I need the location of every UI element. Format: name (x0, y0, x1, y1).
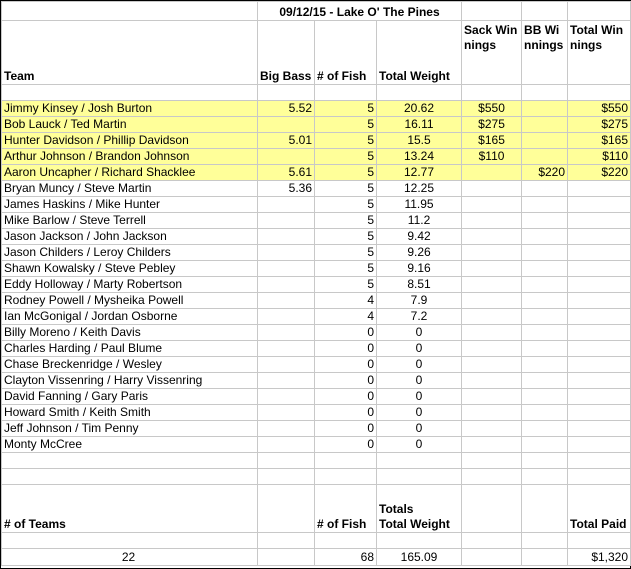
cell[interactable] (315, 453, 377, 469)
weight-cell[interactable]: 0 (377, 421, 462, 437)
sack-winnings-cell[interactable] (462, 277, 522, 293)
fish-count-cell[interactable]: 5 (315, 149, 377, 165)
team-cell[interactable]: Eddy Holloway / Marty Robertson (2, 277, 258, 293)
table-row (2, 293, 631, 309)
total-winnings-cell[interactable] (568, 389, 631, 405)
weight-cell[interactable]: 12.77 (377, 165, 462, 181)
cell[interactable] (462, 85, 522, 101)
header-sack-winnings[interactable]: Sack Winnings (462, 21, 522, 85)
sack-winnings-cell[interactable] (462, 229, 522, 245)
fish-count-cell[interactable]: 5 (315, 277, 377, 293)
bb-winnings-cell[interactable] (522, 405, 568, 421)
cell[interactable] (522, 2, 568, 21)
team-cell[interactable]: Jimmy Kinsey / Josh Burton (2, 101, 258, 117)
bb-winnings-cell[interactable] (522, 133, 568, 149)
big-bass-cell[interactable]: 5.61 (258, 165, 315, 181)
weight-cell[interactable]: 0 (377, 357, 462, 373)
team-cell[interactable]: James Haskins / Mike Hunter (2, 197, 258, 213)
total-winnings-cell[interactable] (568, 437, 631, 453)
team-cell[interactable]: David Fanning / Gary Paris (2, 389, 258, 405)
total-winnings-cell[interactable] (568, 325, 631, 341)
blank-row (2, 453, 631, 469)
header-total-winnings[interactable]: Total Winnings (568, 21, 631, 85)
weight-cell[interactable]: 0 (377, 405, 462, 421)
total-winnings-cell[interactable]: $220 (568, 165, 631, 181)
sack-winnings-cell[interactable] (462, 389, 522, 405)
cell[interactable] (462, 453, 522, 469)
weight-cell[interactable]: 20.62 (377, 101, 462, 117)
sack-winnings-cell[interactable] (462, 261, 522, 277)
cell[interactable] (462, 533, 522, 549)
header-row (2, 21, 631, 85)
big-bass-cell[interactable] (258, 261, 315, 277)
cell[interactable] (462, 2, 522, 21)
sack-winnings-cell[interactable] (462, 373, 522, 389)
cell[interactable] (258, 549, 315, 566)
fish-count-cell[interactable]: 5 (315, 197, 377, 213)
cell[interactable] (522, 453, 568, 469)
table-row (2, 341, 631, 357)
summary-header-row (2, 485, 631, 533)
summary-num-teams[interactable]: 22 (2, 549, 258, 566)
fish-count-cell[interactable]: 5 (315, 245, 377, 261)
cell[interactable] (377, 453, 462, 469)
big-bass-cell[interactable] (258, 373, 315, 389)
team-cell[interactable]: Mike Barlow / Steve Terrell (2, 213, 258, 229)
sack-winnings-cell[interactable] (462, 181, 522, 197)
team-cell[interactable]: Rodney Powell / Mysheika Powell (2, 293, 258, 309)
cell[interactable] (2, 533, 258, 549)
team-cell[interactable]: Jason Childers / Leroy Childers (2, 245, 258, 261)
cell[interactable] (522, 533, 568, 549)
table-row (2, 277, 631, 293)
fish-count-cell[interactable]: 5 (315, 165, 377, 181)
fish-count-cell[interactable]: 5 (315, 117, 377, 133)
team-cell[interactable]: Shawn Kowalsky / Steve Pebley (2, 261, 258, 277)
table-row (2, 357, 631, 373)
weight-cell[interactable]: 11.2 (377, 213, 462, 229)
sack-winnings-cell[interactable] (462, 357, 522, 373)
fish-count-cell[interactable]: 5 (315, 101, 377, 117)
summary-header-weight-label: Total Weight (379, 517, 450, 531)
header-bb-winnings[interactable]: BB Winnings (522, 21, 568, 85)
total-winnings-cell[interactable] (568, 229, 631, 245)
total-winnings-cell[interactable] (568, 373, 631, 389)
table-row (2, 213, 631, 229)
bb-winnings-cell[interactable] (522, 197, 568, 213)
fish-count-cell[interactable]: 5 (315, 229, 377, 245)
summary-num-fish[interactable]: 68 (315, 549, 377, 566)
summary-header-num-fish[interactable]: # of Fish (315, 485, 377, 533)
fish-count-cell[interactable]: 5 (315, 181, 377, 197)
table-row (2, 405, 631, 421)
bb-winnings-cell[interactable] (522, 277, 568, 293)
summary-header-total-paid[interactable]: Total Paid (568, 485, 631, 533)
cell[interactable] (377, 469, 462, 485)
cell[interactable] (315, 533, 377, 549)
header-team[interactable]: Team (2, 21, 258, 85)
fish-count-cell[interactable]: 0 (315, 389, 377, 405)
spacer-row (2, 85, 631, 101)
sack-winnings-cell[interactable] (462, 309, 522, 325)
table-row (2, 421, 631, 437)
summary-header-num-teams[interactable]: # of Teams (2, 485, 258, 533)
big-bass-cell[interactable] (258, 437, 315, 453)
weight-cell[interactable]: 15.5 (377, 133, 462, 149)
weight-cell[interactable]: 16.11 (377, 117, 462, 133)
team-cell[interactable]: Ian McGonigal / Jordan Osborne (2, 309, 258, 325)
bb-winnings-cell[interactable] (522, 101, 568, 117)
big-bass-cell[interactable] (258, 293, 315, 309)
blank-row (2, 469, 631, 485)
sack-winnings-cell[interactable] (462, 341, 522, 357)
header-total-weight[interactable]: Total Weight (377, 21, 462, 85)
cell[interactable] (522, 85, 568, 101)
bb-winnings-cell[interactable] (522, 117, 568, 133)
cell[interactable] (568, 85, 631, 101)
summary-header-total-weight[interactable] (377, 485, 462, 533)
sheet-title[interactable]: 09/12/15 - Lake O' The Pines (258, 2, 462, 21)
big-bass-cell[interactable] (258, 389, 315, 405)
summary-values-row (2, 549, 631, 566)
total-winnings-cell[interactable]: $275 (568, 117, 631, 133)
table-row (2, 101, 631, 117)
total-winnings-cell[interactable] (568, 357, 631, 373)
summary-header-totals: Totals (379, 502, 414, 516)
cell[interactable] (258, 469, 315, 485)
sack-winnings-cell[interactable]: $550 (462, 101, 522, 117)
header-big-bass[interactable]: Big Bass (258, 21, 315, 85)
total-winnings-cell[interactable] (568, 421, 631, 437)
team-cell[interactable]: Jeff Johnson / Tim Penny (2, 421, 258, 437)
fish-count-cell[interactable]: 0 (315, 405, 377, 421)
big-bass-cell[interactable] (258, 197, 315, 213)
weight-cell[interactable]: 8.51 (377, 277, 462, 293)
team-cell[interactable]: Jason Jackson / John Jackson (2, 229, 258, 245)
team-cell[interactable]: Clayton Vissenring / Harry Vissenring (2, 373, 258, 389)
sack-winnings-cell[interactable] (462, 421, 522, 437)
weight-cell[interactable]: 12.25 (377, 181, 462, 197)
big-bass-cell[interactable]: 5.01 (258, 133, 315, 149)
cell[interactable] (377, 85, 462, 101)
fish-count-cell[interactable]: 0 (315, 325, 377, 341)
fish-count-cell[interactable]: 0 (315, 437, 377, 453)
bb-winnings-cell[interactable] (522, 325, 568, 341)
header-num-fish[interactable]: # of Fish (315, 21, 377, 85)
cell[interactable] (522, 549, 568, 566)
weight-cell[interactable]: 7.9 (377, 293, 462, 309)
total-winnings-cell[interactable] (568, 181, 631, 197)
cell[interactable] (462, 469, 522, 485)
bb-winnings-cell[interactable] (522, 437, 568, 453)
bb-winnings-cell[interactable] (522, 229, 568, 245)
table-row (2, 245, 631, 261)
sack-winnings-cell[interactable]: $165 (462, 133, 522, 149)
big-bass-cell[interactable]: 5.36 (258, 181, 315, 197)
table-row (2, 117, 631, 133)
cell[interactable] (315, 469, 377, 485)
big-bass-cell[interactable]: 5.52 (258, 101, 315, 117)
cell[interactable] (522, 469, 568, 485)
table-row (2, 181, 631, 197)
table-row (2, 389, 631, 405)
weight-cell[interactable]: 0 (377, 373, 462, 389)
cell[interactable] (2, 453, 258, 469)
fish-count-cell[interactable]: 0 (315, 421, 377, 437)
total-winnings-cell[interactable] (568, 341, 631, 357)
big-bass-cell[interactable] (258, 357, 315, 373)
fish-count-cell[interactable]: 4 (315, 293, 377, 309)
sack-winnings-cell[interactable]: $110 (462, 149, 522, 165)
team-cell[interactable]: Charles Harding / Paul Blume (2, 341, 258, 357)
cell[interactable] (568, 469, 631, 485)
big-bass-cell[interactable] (258, 421, 315, 437)
cell[interactable] (258, 485, 315, 533)
team-cell[interactable]: Bob Lauck / Ted Martin (2, 117, 258, 133)
table-row (2, 373, 631, 389)
table-row (2, 165, 631, 181)
weight-cell[interactable]: 0 (377, 341, 462, 357)
team-cell[interactable]: Hunter Davidson / Phillip Davidson (2, 133, 258, 149)
weight-cell[interactable]: 7.2 (377, 309, 462, 325)
weight-cell[interactable]: 9.16 (377, 261, 462, 277)
cell[interactable] (258, 533, 315, 549)
bb-winnings-cell[interactable] (522, 181, 568, 197)
fish-count-cell[interactable]: 5 (315, 261, 377, 277)
bb-winnings-cell[interactable] (522, 421, 568, 437)
fish-count-cell[interactable]: 0 (315, 341, 377, 357)
total-winnings-cell[interactable] (568, 261, 631, 277)
big-bass-cell[interactable] (258, 325, 315, 341)
table-row (2, 133, 631, 149)
table-row (2, 325, 631, 341)
bb-winnings-cell[interactable] (522, 293, 568, 309)
total-winnings-cell[interactable] (568, 213, 631, 229)
cell[interactable] (315, 85, 377, 101)
table-row (2, 309, 631, 325)
sack-winnings-cell[interactable] (462, 213, 522, 229)
title-row (2, 2, 631, 21)
cell[interactable] (2, 469, 258, 485)
sack-winnings-cell[interactable]: $275 (462, 117, 522, 133)
team-cell[interactable]: Howard Smith / Keith Smith (2, 405, 258, 421)
cell[interactable] (377, 533, 462, 549)
table-row (2, 229, 631, 245)
bb-winnings-cell[interactable] (522, 373, 568, 389)
cell[interactable] (568, 453, 631, 469)
results-table (1, 1, 631, 566)
bb-winnings-cell[interactable] (522, 261, 568, 277)
cell[interactable] (568, 2, 631, 21)
total-winnings-cell[interactable] (568, 309, 631, 325)
fish-count-cell[interactable]: 4 (315, 309, 377, 325)
bb-winnings-cell[interactable] (522, 389, 568, 405)
cell[interactable] (522, 485, 568, 533)
team-cell[interactable]: Aaron Uncapher / Richard Shacklee (2, 165, 258, 181)
weight-cell[interactable]: 0 (377, 325, 462, 341)
sack-winnings-cell[interactable] (462, 293, 522, 309)
summary-total-paid[interactable]: $1,320 (568, 549, 631, 566)
bb-winnings-cell[interactable] (522, 245, 568, 261)
sack-winnings-cell[interactable] (462, 325, 522, 341)
big-bass-cell[interactable] (258, 405, 315, 421)
big-bass-cell[interactable] (258, 149, 315, 165)
big-bass-cell[interactable] (258, 229, 315, 245)
bb-winnings-cell[interactable]: $220 (522, 165, 568, 181)
team-cell[interactable]: Monty McCree (2, 437, 258, 453)
table-row (2, 197, 631, 213)
cell[interactable] (462, 485, 522, 533)
big-bass-cell[interactable] (258, 117, 315, 133)
bb-winnings-cell[interactable] (522, 341, 568, 357)
team-cell[interactable]: Billy Moreno / Keith Davis (2, 325, 258, 341)
bb-winnings-cell[interactable] (522, 309, 568, 325)
total-winnings-cell[interactable]: $550 (568, 101, 631, 117)
weight-cell[interactable]: 13.24 (377, 149, 462, 165)
total-winnings-cell[interactable]: $110 (568, 149, 631, 165)
big-bass-cell[interactable] (258, 309, 315, 325)
sack-winnings-cell[interactable] (462, 197, 522, 213)
sack-winnings-cell[interactable] (462, 245, 522, 261)
total-winnings-cell[interactable] (568, 245, 631, 261)
cell[interactable] (2, 2, 258, 21)
weight-cell[interactable]: 11.95 (377, 197, 462, 213)
weight-cell[interactable]: 9.26 (377, 245, 462, 261)
fish-count-cell[interactable]: 0 (315, 373, 377, 389)
big-bass-cell[interactable] (258, 277, 315, 293)
summary-total-weight[interactable]: 165.09 (377, 549, 462, 566)
big-bass-cell[interactable] (258, 245, 315, 261)
total-winnings-cell[interactable] (568, 277, 631, 293)
bb-winnings-cell[interactable] (522, 357, 568, 373)
sack-winnings-cell[interactable] (462, 165, 522, 181)
big-bass-cell[interactable] (258, 213, 315, 229)
fish-count-cell[interactable]: 0 (315, 357, 377, 373)
team-cell[interactable]: Arthur Johnson / Brandon Johnson (2, 149, 258, 165)
big-bass-cell[interactable] (258, 341, 315, 357)
fish-count-cell[interactable]: 5 (315, 213, 377, 229)
weight-cell[interactable]: 0 (377, 437, 462, 453)
table-row (2, 261, 631, 277)
bb-winnings-cell[interactable] (522, 213, 568, 229)
bb-winnings-cell[interactable] (522, 149, 568, 165)
table-row (2, 437, 631, 453)
cell[interactable] (462, 549, 522, 566)
total-winnings-cell[interactable]: $165 (568, 133, 631, 149)
cell[interactable] (2, 85, 258, 101)
total-winnings-cell[interactable] (568, 197, 631, 213)
total-winnings-cell[interactable] (568, 293, 631, 309)
weight-cell[interactable]: 9.42 (377, 229, 462, 245)
cell[interactable] (258, 85, 315, 101)
total-winnings-cell[interactable] (568, 405, 631, 421)
weight-cell[interactable]: 0 (377, 389, 462, 405)
cell[interactable] (258, 453, 315, 469)
sack-winnings-cell[interactable] (462, 405, 522, 421)
cell[interactable] (568, 533, 631, 549)
team-cell[interactable]: Chase Breckenridge / Wesley (2, 357, 258, 373)
team-cell[interactable]: Bryan Muncy / Steve Martin (2, 181, 258, 197)
table-row (2, 149, 631, 165)
fish-count-cell[interactable]: 5 (315, 133, 377, 149)
spacer-row (2, 533, 631, 549)
sack-winnings-cell[interactable] (462, 437, 522, 453)
